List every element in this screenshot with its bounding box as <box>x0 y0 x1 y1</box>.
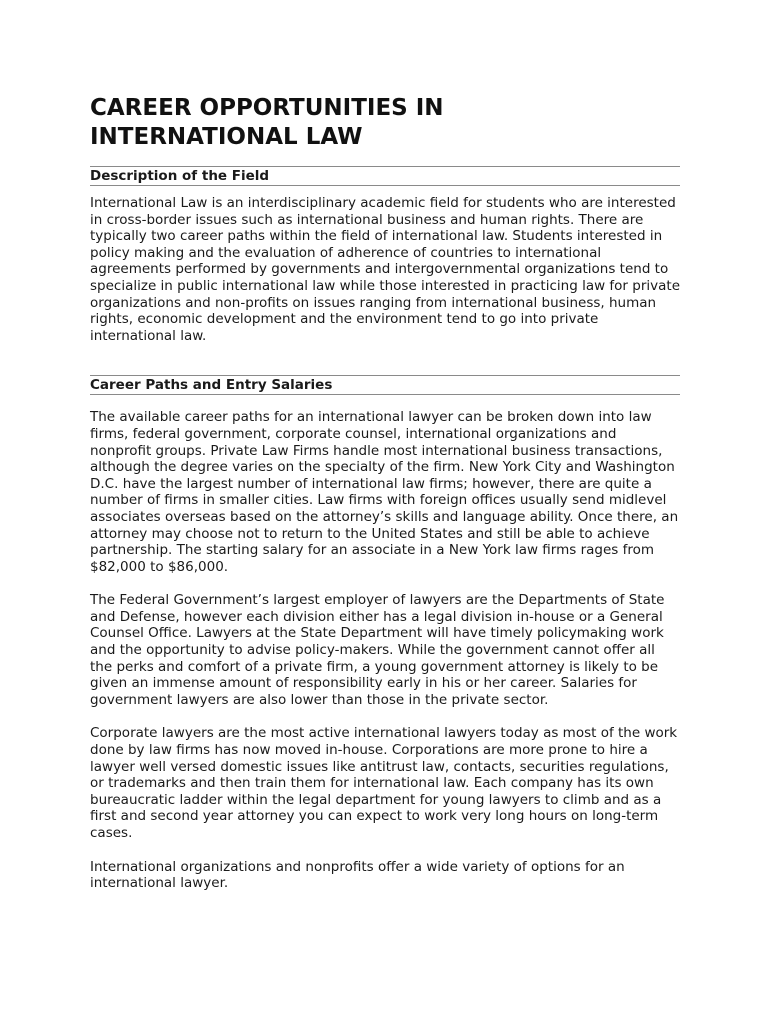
career-paths-paragraph-law-firms: The available career paths for an international lawyer can be broken down into law firms, federal government, corporate counsel, international organizations and nonprofit groups. Private Law Firms handle most international business transactions, although the degree varies on the specialty of the firm. New York City and Washington D.C. have the largest number of international law firms; however, there are quite a number of firms in smaller cities. Law firms with foreign offices usually send midlevel associates overseas based on the attorney’s skills and language ability. Once there, an attorney may choose not to return to the United States and still be able to achieve partnership. The starting salary for an associate in a New York law firms rages from $82,000 to $86,000. <box>90 409 679 575</box>
document-page <box>90 94 680 909</box>
career-paths-paragraph-federal-government: The Federal Government’s largest employer of lawyers are the Departments of State and Defense, however each division either has a legal division in-house or a General Counsel Office. Lawyers at the State Department will have timely policymaking work and the opportunity to advise policy-makers. While the government cannot offer all the perks and comfort of a private firm, a young government attorney is likely to be given an immense amount of responsibility early in his or her career. Salaries for government lawyers are also lower than those in the private sector. <box>90 592 665 708</box>
document-title <box>90 94 680 152</box>
career-paths-paragraph-organizations: International organizations and nonprofits offer a wide variety of options for an international lawyer. <box>90 858 625 892</box>
description-paragraph: International Law is an interdisciplinary academic field for students who are interested in cross-border issues such as international business and human rights. There are typically two career paths within the field of international law. Students interested in policy making and the evaluation of adherence of countries to international agreements performed by governments and intergovernmental organizations tend to specialize in public international law while those interested in practicing law for private organizations and non-profits on issues ranging from international business, human rights, economic development and the environment tend to go into private international law. <box>90 195 681 344</box>
section-heading-description: Description of the Field <box>90 166 680 186</box>
career-paths-paragraph-corporate: Corporate lawyers are the most active international lawyers today as most of the work done by law firms has now moved in-house. Corporations are more prone to hire a lawyer well versed domestic issues like antitrust law, contacts, securities regulations, or trademarks and then train them for international law. Each company has its own bureaucratic ladder within the legal department for young lawyers to climb and as a first and second year attorney you can expect to work very long hours on long-term cases. <box>90 725 678 841</box>
document-title-line-1: CAREER OPPORTUNITIES IN <box>90 95 444 121</box>
section-heading-career-paths: Career Paths and Entry Salaries <box>90 375 680 395</box>
section-description-of-field <box>90 166 680 344</box>
section-career-paths <box>90 375 680 891</box>
document-title-line-2: INTERNATIONAL LAW <box>90 124 363 150</box>
